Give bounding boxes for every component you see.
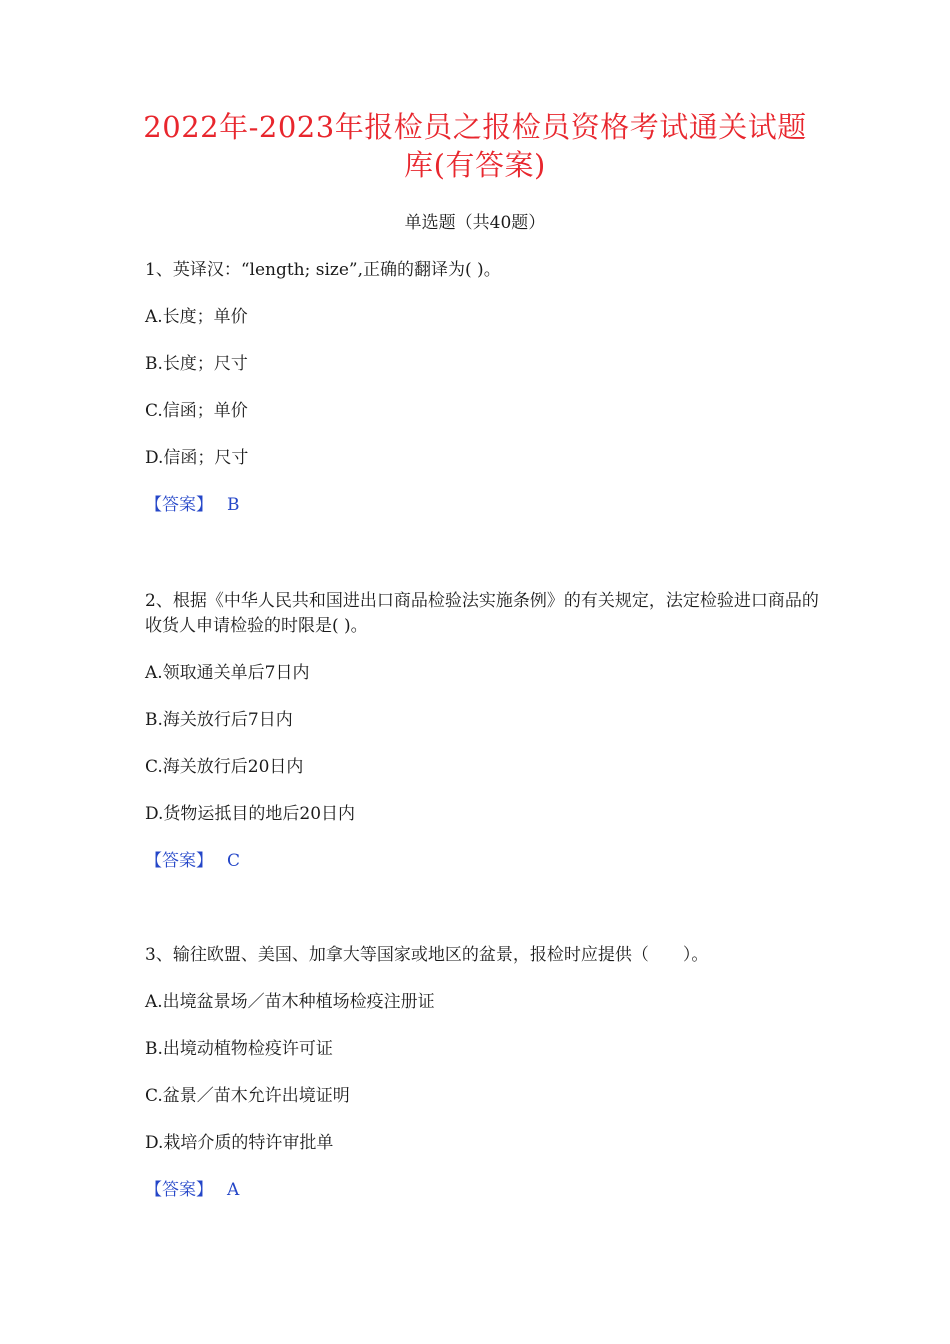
option-d: D.货物运抵目的地后20日内 [145,804,356,824]
answer-label: 【答案】 [145,495,213,515]
question-stem: 1、英译汉：“length; size”,正确的翻译为( )。 [145,260,501,280]
document-title [100,108,850,184]
answer-line [145,849,825,874]
option-d: D.信函；尺寸 [145,448,249,468]
option-a: A.出境盆景场／苗木种植场检疫注册证 [145,992,435,1012]
option-c: C.信函；单价 [145,401,248,421]
answer-value: B [227,495,240,515]
answer-value: C [227,851,241,871]
option-c: C.盆景／苗木允许出境证明 [145,1086,350,1106]
option-a: A.领取通关单后7日内 [145,663,310,683]
option-b: B.海关放行后7日内 [145,710,293,730]
question-stem: 3、输往欧盟、美国、加拿大等国家或地区的盆景，报检时应提供（ ）。 [145,945,709,965]
question-1 [145,258,825,518]
option-c: C.海关放行后20日内 [145,757,304,777]
option-b: B.出境动植物检疫许可证 [145,1039,333,1059]
title-line-2: 库(有答案) [404,148,546,182]
question-stem: 2、根据《中华人民共和国进出口商品检验法实施条例》的有关规定，法定检验进口商品的收货人申请检验的时限是( )。 [145,591,819,636]
section-heading: 单选题（共40题） [404,213,546,233]
answer-line [145,1178,825,1203]
answer-value: A [227,1180,240,1200]
question-3 [145,943,825,1203]
option-d: D.栽培介质的特许审批单 [145,1133,334,1153]
answer-label: 【答案】 [145,851,213,871]
answer-line [145,493,825,518]
option-a: A.长度；单价 [145,307,248,327]
answer-label: 【答案】 [145,1180,213,1200]
question-2 [145,589,825,874]
option-b: B.长度；尺寸 [145,354,248,374]
title-line-1: 2022年-2023年报检员之报检员资格考试通关试题 [143,110,807,144]
